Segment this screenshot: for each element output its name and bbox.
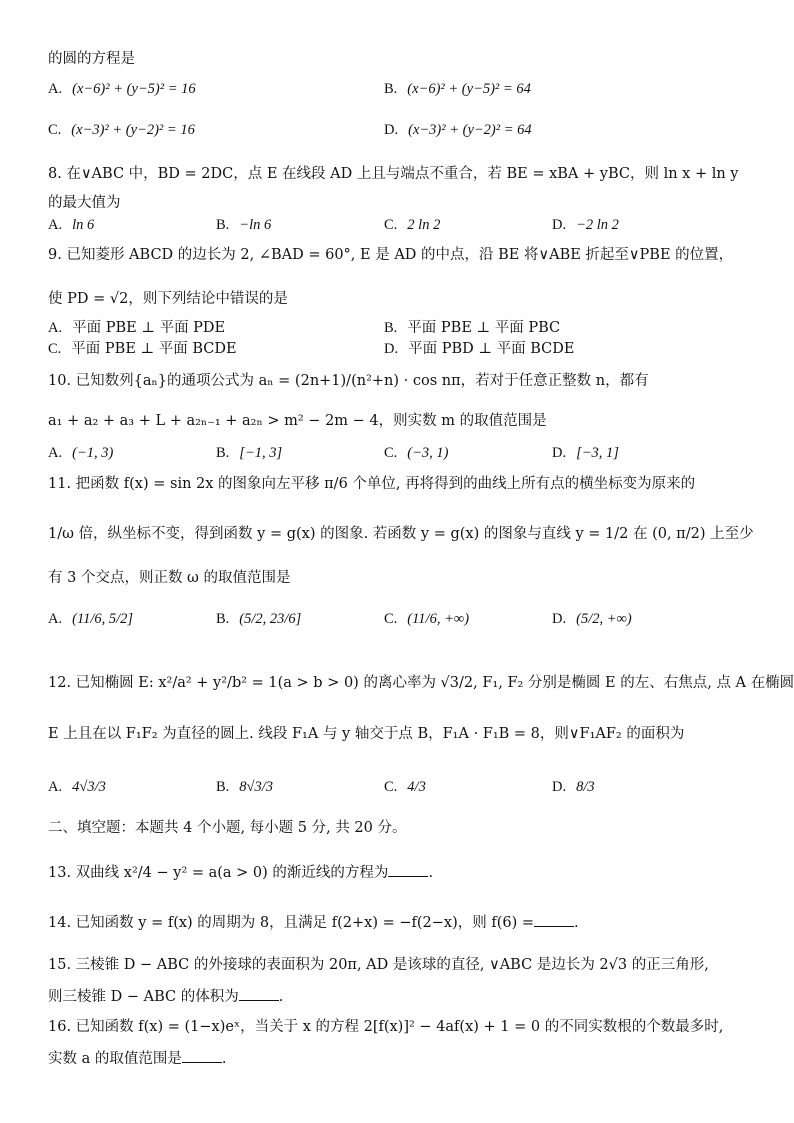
- q14-text: 14. 已知函数 y = f(x) 的周期为 8，且满足 f(2+x) = −f(2−x)，则 f(6) =: [48, 915, 535, 931]
- option-label: C.: [384, 779, 398, 795]
- option-text: 2 ln 2: [407, 217, 441, 233]
- q8-option-b[interactable]: [216, 218, 271, 233]
- q7-option-d[interactable]: [384, 123, 532, 138]
- option-label: D.: [384, 122, 399, 138]
- q10-option-a[interactable]: [48, 446, 113, 461]
- q12-option-c[interactable]: [384, 780, 426, 795]
- q9-stem-2: 使 PD = √2，则下列结论中错误的是: [48, 291, 288, 307]
- q9-option-b[interactable]: [384, 321, 560, 336]
- option-label: A.: [48, 217, 63, 233]
- q8-stem-2: 的最大值为: [48, 195, 121, 211]
- option-label: A.: [48, 611, 63, 627]
- option-label: D.: [552, 779, 567, 795]
- option-text: (5/2, 23/6]: [239, 611, 302, 627]
- option-label: D.: [552, 611, 567, 627]
- q11-stem: 11. 把函数 f(x) = sin 2x 的图象向左平移 π/6 个单位, 再将得到的曲线上所有点的横坐标变为原来的: [48, 476, 696, 492]
- option-text: 平面 PBE ⊥ 平面 PBC: [407, 320, 561, 336]
- option-text: −2 ln 2: [576, 217, 619, 233]
- option-label: D.: [552, 217, 567, 233]
- q9-stem: 9. 已知菱形 ABCD 的边长为 2, ∠BAD = 60°, E 是 AD 的中点，沿 BE 将∨ABE 折起至∨PBE 的位置，: [48, 247, 734, 263]
- q10-option-c[interactable]: [384, 446, 449, 461]
- option-label: C.: [48, 122, 62, 138]
- q8-option-a[interactable]: [48, 218, 94, 233]
- option-text: (−3, 1): [407, 445, 449, 461]
- option-text: 8/3: [576, 779, 595, 795]
- q11-option-c[interactable]: [384, 612, 469, 627]
- option-text: 平面 PBD ⊥ 平面 BCDE: [408, 341, 575, 357]
- q13-text: 13. 双曲线 x²/4 − y² = a(a > 0) 的渐近线的方程为: [48, 865, 389, 881]
- option-text: 8√3/3: [239, 779, 274, 795]
- q15-stem-2-line: 则三棱锥 D − ABC 的体积为 .: [48, 989, 284, 1005]
- option-label: A.: [48, 320, 63, 336]
- q12-stem-2: E 上且在以 F₁F₂ 为直径的圆上. 线段 F₁A 与 y 轴交于点 B，F₁A · F₁B = 8，则∨F₁AF₂ 的面积为: [48, 726, 685, 742]
- q10-option-d[interactable]: [552, 446, 619, 461]
- option-label: D.: [384, 341, 399, 357]
- q14: 14. 已知函数 y = f(x) 的周期为 8，且满足 f(2+x) = −f(2−x)，则 f(6) = .: [48, 915, 579, 931]
- q12-option-b[interactable]: [216, 780, 273, 795]
- q9-option-d[interactable]: [384, 342, 574, 357]
- option-text: −ln 6: [239, 217, 272, 233]
- option-text: [−3, 1]: [576, 445, 619, 461]
- option-text: (x−6)² + (y−5)² = 64: [407, 81, 531, 97]
- q16-text: 实数 a 的取值范围是: [48, 1051, 182, 1067]
- q10-stem-2: a₁ + a₂ + a₃ + L + a₂ₙ₋₁ + a₂ₙ > m² − 2m − 4，则实数 m 的取值范围是: [48, 413, 547, 429]
- q10-option-b[interactable]: [216, 446, 282, 461]
- option-label: A.: [48, 779, 63, 795]
- q11-option-b[interactable]: [216, 612, 301, 627]
- q8-option-c[interactable]: [384, 218, 440, 233]
- answer-blank[interactable]: [388, 864, 428, 877]
- option-text: (x−3)² + (y−2)² = 16: [71, 122, 195, 138]
- option-text: (5/2, +∞): [576, 611, 632, 627]
- q10-stem: 10. 已知数列{aₙ}的通项公式为 aₙ = (2n+1)/(n²+n) · cos nπ，若对于任意正整数 n，都有: [48, 373, 649, 389]
- q15-text: 则三棱锥 D − ABC 的体积为: [48, 989, 239, 1005]
- q16-stem: 16. 已知函数 f(x) = (1−x)eˣ，当关于 x 的方程 2[f(x)]² − 4af(x) + 1 = 0 的不同实数根的个数最多时,: [48, 1019, 724, 1035]
- option-label: A.: [48, 81, 63, 97]
- q16-stem-2-line: 实数 a 的取值范围是 .: [48, 1051, 227, 1067]
- option-label: B.: [216, 217, 230, 233]
- q11-option-a[interactable]: [48, 612, 133, 627]
- q11-option-d[interactable]: [552, 612, 632, 627]
- q8-stem: 8. 在∨ABC 中，BD = 2DC，点 E 在线段 AD 上且与端点不重合，若 BE = xBA + yBC，则 ln x + ln y: [48, 166, 739, 182]
- option-text: 4/3: [407, 779, 426, 795]
- option-text: ln 6: [72, 217, 95, 233]
- q9-option-c[interactable]: [48, 342, 237, 357]
- answer-blank[interactable]: [534, 914, 574, 927]
- option-label: B.: [216, 611, 230, 627]
- option-label: B.: [384, 81, 398, 97]
- option-label: B.: [216, 445, 230, 461]
- option-label: C.: [48, 341, 62, 357]
- q12-option-d[interactable]: [552, 780, 595, 795]
- section-heading: 二、填空题：本题共 4 个小题, 每小题 5 分, 共 20 分。: [48, 820, 407, 836]
- option-label: A.: [48, 445, 63, 461]
- q13: 13. 双曲线 x²/4 − y² = a(a > 0) 的渐近线的方程为 .: [48, 865, 434, 881]
- option-text: (11/6, +∞): [407, 611, 470, 627]
- option-text: 平面 PBE ⊥ 平面 BCDE: [71, 341, 237, 357]
- option-text: (−1, 3): [72, 445, 114, 461]
- option-text: (11/6, 5/2]: [72, 611, 134, 627]
- q7-tail: 的圆的方程是: [48, 51, 135, 67]
- answer-blank[interactable]: [182, 1050, 222, 1063]
- option-text: (x−3)² + (y−2)² = 64: [408, 122, 532, 138]
- option-text: [−1, 3]: [239, 445, 283, 461]
- option-label: D.: [552, 445, 567, 461]
- option-label: B.: [384, 320, 398, 336]
- option-text: (x−6)² + (y−5)² = 16: [72, 81, 196, 97]
- q15-stem: 15. 三棱锥 D − ABC 的外接球的表面积为 20π, AD 是该球的直径, ∨ABC 是边长为 2√3 的正三角形,: [48, 957, 709, 973]
- q7-option-b[interactable]: [384, 82, 531, 97]
- option-label: C.: [384, 445, 398, 461]
- q8-option-d[interactable]: [552, 218, 619, 233]
- option-label: B.: [216, 779, 230, 795]
- q7-option-a[interactable]: [48, 82, 196, 97]
- q11-stem-3: 有 3 个交点，则正数 ω 的取值范围是: [48, 570, 291, 586]
- answer-blank[interactable]: [239, 988, 279, 1001]
- q9-option-a[interactable]: [48, 321, 225, 336]
- option-text: 平面 PBE ⊥ 平面 PDE: [72, 320, 226, 336]
- option-text: 4√3/3: [72, 779, 106, 795]
- q7-option-c[interactable]: [48, 123, 195, 138]
- q11-stem-2: 1/ω 倍，纵坐标不变，得到函数 y = g(x) 的图象. 若函数 y = g(x) 的图象与直线 y = 1/2 在 (0, π/2) 上至少: [48, 526, 754, 542]
- option-label: C.: [384, 611, 398, 627]
- option-label: C.: [384, 217, 398, 233]
- q12-option-a[interactable]: [48, 780, 106, 795]
- q12-stem: 12. 已知椭圆 E: x²/a² + y²/b² = 1(a > b > 0) 的离心率为 √3/2, F₁, F₂ 分别是椭圆 E 的左、右焦点, 点 A 在椭圆: [48, 675, 794, 691]
